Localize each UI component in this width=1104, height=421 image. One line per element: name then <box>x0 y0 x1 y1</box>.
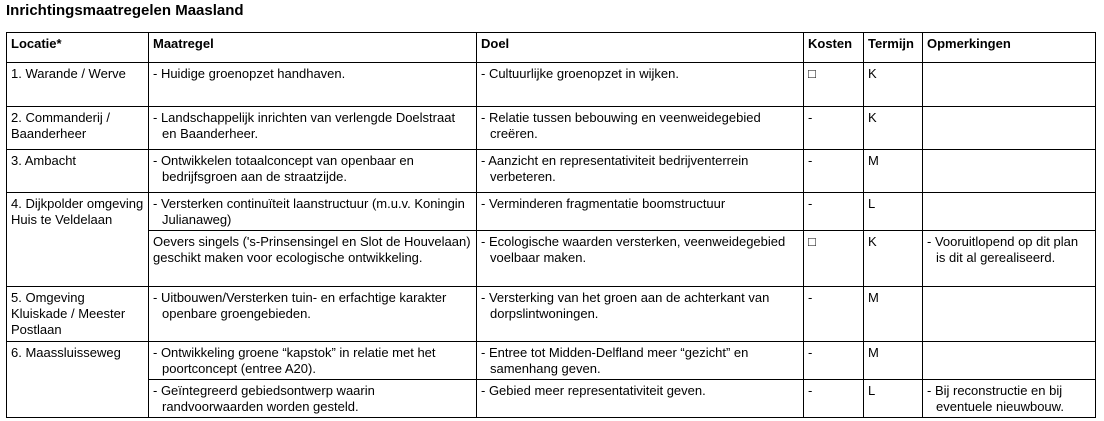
cell-opmerkingen <box>923 193 1096 231</box>
header-doel: Doel <box>477 33 804 63</box>
cell-termijn: M <box>864 150 923 193</box>
cell-termijn: M <box>864 287 923 342</box>
cell-maatregel-text: - Geïntegreerd gebiedsontwerp waarin randvoorwaarden worden gesteld. <box>153 383 375 414</box>
cell-locatie: 1. Warande / Werve <box>7 63 149 107</box>
cell-maatregel <box>149 380 477 418</box>
cell-termijn: L <box>864 193 923 231</box>
cell-doel-text: - Relatie tussen bebouwing en veenweidegebied creëren. <box>481 110 761 141</box>
cell-doel-text: - Versterking van het groen aan de achterkant van dorpslintwoningen. <box>481 290 770 321</box>
header-maatregel: Maatregel <box>149 33 477 63</box>
header-locatie: Locatie* <box>7 33 149 63</box>
cell-kosten: □ <box>804 63 864 107</box>
table-row <box>7 107 1096 150</box>
cell-maatregel <box>149 193 477 231</box>
header-opmerkingen: Opmerkingen <box>923 33 1096 63</box>
cell-doel <box>477 107 804 150</box>
cell-termijn: K <box>864 231 923 287</box>
table-row <box>7 193 1096 231</box>
table-row <box>7 150 1096 193</box>
cell-kosten: - <box>804 193 864 231</box>
cell-locatie: 6. Maassluisseweg <box>7 342 149 418</box>
cell-doel: - Cultuurlijke groenopzet in wijken. <box>477 63 804 107</box>
cell-kosten: - <box>804 150 864 193</box>
cell-doel <box>477 287 804 342</box>
cell-maatregel: Oevers singels ('s-Prinsensingel en Slot de Houvelaan) geschikt maken voor ecologische ontwikkeling. <box>149 231 477 287</box>
cell-kosten: - <box>804 380 864 418</box>
cell-doel <box>477 342 804 380</box>
cell-opmerkingen <box>923 380 1096 418</box>
cell-termijn: M <box>864 342 923 380</box>
cell-kosten: □ <box>804 231 864 287</box>
cell-termijn: K <box>864 107 923 150</box>
cell-opmerkingen <box>923 63 1096 107</box>
cell-opmerkingen <box>923 150 1096 193</box>
cell-maatregel <box>149 107 477 150</box>
table-row <box>7 342 1096 380</box>
cell-maatregel-text: - Ontwikkeling groene “kapstok” in relatie met het poortconcept (entree A20). <box>153 345 436 376</box>
measures-table <box>6 32 1096 418</box>
cell-opmerkingen <box>923 107 1096 150</box>
cell-kosten: - <box>804 287 864 342</box>
cell-doel-text: - Entree tot Midden-Delfland meer “gezicht” en samenhang geven. <box>481 345 749 376</box>
cell-doel: - Gebied meer representativiteit geven. <box>477 380 804 418</box>
header-termijn: Termijn <box>864 33 923 63</box>
cell-kosten: - <box>804 107 864 150</box>
cell-opmerkingen <box>923 287 1096 342</box>
cell-maatregel <box>149 287 477 342</box>
header-kosten: Kosten <box>804 33 864 63</box>
cell-locatie: 2. Commanderij / Baanderheer <box>7 107 149 150</box>
cell-locatie: 5. Omgeving Kluiskade / Meester Postlaan <box>7 287 149 342</box>
cell-doel-text: - Aanzicht en representativiteit bedrijventerrein verbeteren. <box>481 153 749 184</box>
header-row <box>7 33 1096 63</box>
cell-kosten: - <box>804 342 864 380</box>
table-row <box>7 287 1096 342</box>
cell-termijn: L <box>864 380 923 418</box>
cell-doel: - Verminderen fragmentatie boomstructuur <box>477 193 804 231</box>
cell-maatregel <box>149 342 477 380</box>
cell-locatie: 4. Dijkpolder omgeving Huis te Veldelaan <box>7 193 149 287</box>
cell-opmerkingen-text: - Vooruitlopend op dit plan is dit al gerealiseerd. <box>927 234 1079 265</box>
cell-doel-text: - Ecologische waarden versterken, veenweidegebied voelbaar maken. <box>481 234 786 265</box>
cell-maatregel-text: - Landschappelijk inrichten van verlengde Doelstraat en Baanderheer. <box>153 110 456 141</box>
cell-maatregel-text: - Uitbouwen/Versterken tuin- en erfachtige karakter openbare groengebieden. <box>153 290 447 321</box>
table-row <box>7 380 1096 418</box>
cell-doel <box>477 150 804 193</box>
cell-opmerkingen-text: - Bij reconstructie en bij eventuele nieuwbouw. <box>927 383 1064 414</box>
table-row <box>7 231 1096 287</box>
table-row <box>7 63 1096 107</box>
page-title: Inrichtingsmaatregelen Maasland <box>6 2 244 19</box>
cell-maatregel-text: - Ontwikkelen totaalconcept van openbaar en bedrijfsgroen aan de straatzijde. <box>153 153 414 184</box>
cell-maatregel-text: - Versterken continuïteit laanstructuur (m.u.v. Koningin Julianaweg) <box>153 196 465 227</box>
cell-maatregel: - Huidige groenopzet handhaven. <box>149 63 477 107</box>
cell-locatie: 3. Ambacht <box>7 150 149 193</box>
cell-maatregel <box>149 150 477 193</box>
cell-doel <box>477 231 804 287</box>
cell-opmerkingen <box>923 231 1096 287</box>
cell-opmerkingen <box>923 342 1096 380</box>
cell-termijn: K <box>864 63 923 107</box>
